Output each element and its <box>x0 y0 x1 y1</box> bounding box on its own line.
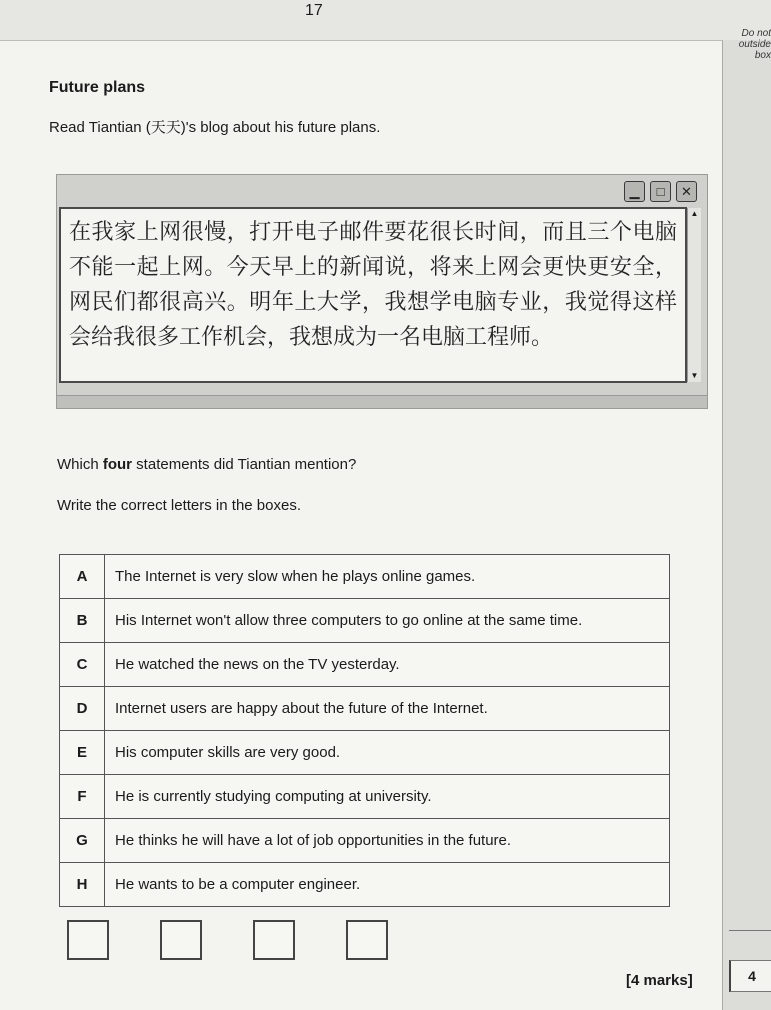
option-row <box>60 731 670 775</box>
option-row <box>60 687 670 731</box>
option-text: His computer skills are very good. <box>105 731 670 775</box>
marks-label: [4 marks] <box>626 972 693 989</box>
question-prompt-bold: four <box>102 456 133 473</box>
blog-text: 在我家上网很慢，打开电子邮件要花很长时间，而且三个电脑不能一起上网。今天早上的新闻说，将来上网会更快更安全，网民们都很高兴。明年上大学，我想学电脑专业，我觉得这样会给我很多工作机会，我想成为一名电脑工程师。 <box>59 207 687 383</box>
option-letter: B <box>60 599 105 643</box>
maximize-icon[interactable]: □ <box>650 181 671 202</box>
option-letter: D <box>60 687 105 731</box>
margin-note: Do not outside box <box>738 28 771 61</box>
option-letter: H <box>60 863 105 907</box>
option-text: He is currently studying computing at university. <box>105 775 670 819</box>
window-controls <box>624 181 697 202</box>
option-row <box>60 643 670 687</box>
option-row <box>60 555 670 599</box>
section-title: Future plans <box>49 79 146 96</box>
option-text: Internet users are happy about the future of the Internet. <box>105 687 670 731</box>
option-letter: C <box>60 643 105 687</box>
minimize-icon[interactable]: ▁ <box>624 181 645 202</box>
options-table <box>59 554 670 907</box>
option-row <box>60 863 670 907</box>
option-letter: G <box>60 819 105 863</box>
option-text: He watched the news on the TV yesterday. <box>105 643 670 687</box>
answer-box[interactable] <box>67 920 109 960</box>
option-text: His Internet won't allow three computers to go online at the same time. <box>105 599 670 643</box>
question-prompt <box>57 456 356 473</box>
option-row <box>60 819 670 863</box>
close-icon[interactable]: ✕ <box>676 181 697 202</box>
option-letter: E <box>60 731 105 775</box>
status-bar <box>57 395 707 408</box>
option-text: The Internet is very slow when he plays online games. <box>105 555 670 599</box>
page-number: 17 <box>305 2 323 19</box>
scrollbar[interactable] <box>687 208 701 382</box>
top-strip <box>0 0 771 40</box>
option-text: He wants to be a computer engineer. <box>105 863 670 907</box>
question-instruction: Write the correct letters in the boxes. <box>57 497 301 514</box>
option-row <box>60 599 670 643</box>
question-prompt-start: Which <box>57 456 103 473</box>
option-letter: A <box>60 555 105 599</box>
scroll-down-icon[interactable]: ▼ <box>690 371 699 380</box>
intro-text: Read Tiantian (天天)'s blog about his future plans. <box>49 119 381 136</box>
answer-box[interactable] <box>346 920 388 960</box>
blog-window <box>56 174 708 409</box>
score-box: 4 <box>729 960 771 992</box>
answer-box[interactable] <box>160 920 202 960</box>
option-letter: F <box>60 775 105 819</box>
scroll-up-icon[interactable]: ▲ <box>690 209 699 218</box>
question-prompt-end: statements did Tiantian mention? <box>132 456 357 473</box>
option-row <box>60 775 670 819</box>
option-text: He thinks he will have a lot of job opportunities in the future. <box>105 819 670 863</box>
answer-box[interactable] <box>253 920 295 960</box>
score-divider <box>729 930 771 931</box>
